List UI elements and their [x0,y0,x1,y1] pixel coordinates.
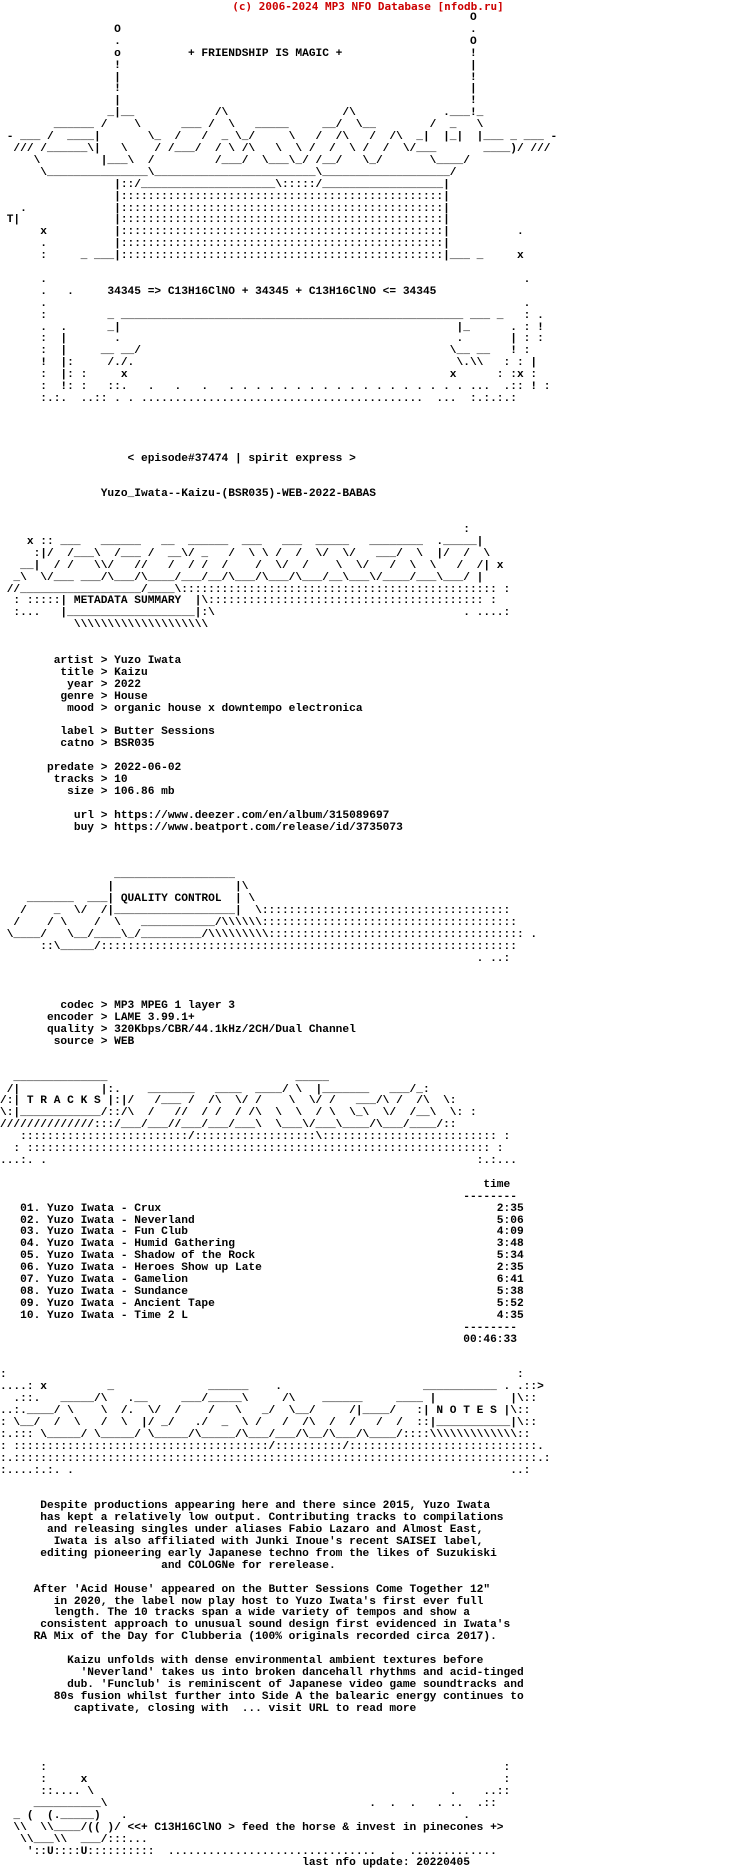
copyright-closing: ] [497,0,504,13]
nfo-ascii-document: O O . . O o + FRIENDSHIP IS MAGIC + ! ! | | ! ! | | ! _|__ /\ /\ .___!_ ______ / \ ___ / \ _____ __/ \__ / _ \ - ___ / ____| \_ / / _ \_/ \ / /\ / /\ _| |_| |___ _ ___ - /// /______\| \ / /___/ / \ /\ \ \ / / \ / / \/___ ____)/ /// \ |___\ / /___/ \___\_/ /__/ \_/ \____/ \_______________\________________________\___________________/ |::/____________________\:::::/__________________| |::::::::::::::::::::::::::::::::::::::::::::::::| . |::::::::::::::::::::::::::::::::::::::::::::::::| T| |::::::::::::::::::::::::::::::::::::::::::::::::| x |::::::::::::::::::::::::::::::::::::::::::::::::| . . |::::::::::::::::::::::::::::::::::::::::::::::::| : _ ___|::::::::::::::::::::::::::::::::::::::::::::::::|___ _ x . . . . 34345 => C13H16ClNO + 34345 + C13H16ClNO <= 34345 . . : _ ___________________________________________________ ___ _ : . . . _| |_ . : ! : | . . | : : : | __ __/ \__ __ ! : ! |: /./. \.\\ : : | : |: : x x : :x : : !: : ::. . . . . . . . . . . . . . . . . . . . . . ... .:: ! : :.:. ..:: . . .......................................... ... :.:.:.: < episode#37474 | spirit express > Yuzo_Iwata--Kaizu-(BSR035)-WEB-2022-BABAS : x :: ___ ______ __ ______ ___ ___ _____ ________ ._____| :|/ /___\ /___ / __\/ _ / \ \ / / \/ \/ ___/ \ |/ / \ __| / / \\/ // / / / / / \/ / \ \/ / \ \ / /| x _\ \/___ ___/\___/\____/___/__/\___/\___/\___/__\___\/____/___\___/ | //__________________/____\::::::::::::::::::::::::::::::::::::::::::::::: : : :::::| METADATA SUMMARY |\::::::::::::::::::::::::::::::::::::::::: : :... |___________________|:\ . ....: \\\\\\\\\\\\\\\\\\\\ artist > Yuzo Iwata title > Kaizu year > 2022 genre > House mood > organic house x downtempo electronica label > Butter Sessions catno > BSR035 predate > 2022-06-02 tracks > 10 size > 106.86 mb url > https://www.deezer.com/en/album/315089697 buy > https://www.beatport.com/release/id/3735073 __________________ | |\ _______ ___| QUALITY CONTROL | \ / _ \/ /|__________________| \::::::::::::::::::::::::::::::::::::: / / \ / \ ___________/\\\\\\:::::::::::::::::::::::::::::::::::::: \____/ \__/____\_/_________/\\\\\\\\\:::::::::::::::::::::::::::::::::::::: . ::\_____/:::::::::::::::::::::::::::::::::::::::::::::::::::::::::::::: . ..: codec > MP3 MPEG 1 layer 3 encoder > LAME 3.99.1+ quality > 320Kbps/CBR/44.1kHz/2CH/Dual Channel source > WEB ______________ _____ /| |:. _______ ____ ____/ \ |_______ ___/_: /:| T R A C K S |:|/ /___ / /\ \/ / \ \/ / ___/\ / /\ \: \:|____________/::/\ / // / / / /\ \ \ / \ \_\ \/ /__\ \: : //////////////:::/___/___//___/___/___\ \___\/___\____/\___/____/:: :::::::::::::::::::::::::/::::::::::::::::::\:::::::::::::::::::::::::: : : ::::::::::::::::::::::::::::::::::::::::::::::::::::::::::::::::::::: : ...:. . :.:... time -------- 01. Yuzo Iwata - Crux 2:35 02. Yuzo Iwata - Neverland 5:06 03. Yuzo Iwata - Fun Club 4:09 04. Yuzo Iwata - Humid Gathering 3:48 05. Yuzo Iwata - Shadow of the Rock 5:34 06. Yuzo Iwata - Heroes Show up Late 2:35 07. Yuzo Iwata - Gamelion 6:41 08. Yuzo Iwata - Sundance 5:38 09. Yuzo Iwata - Ancient Tape 5:52 10. Yuzo Iwata - Time 2 L 4:35 -------- 00:46:33 : : ....: x _ ______ . ___________ . .::> .::. _____/\ .__ ___/_____\ /\ ______ ____ | |\:: ..:.____/ \ \ /. \/ / / \ _/ \__/ /|____/ :| N O T E S |\:: : \__/ / \ / \ |/ _/ ./ _ \ / / /\ / / / / ::|___________|\:: :.::: \_____/ \_____/ \_____/\_____/\___/___/\__/\___/\____/::::\\\\\\\\\\\\\:: : ::::::::::::::::::::::::::::::::::::::/::::::::::/::::::::::::::::::::::::::::. :.::::::::::::::::::::::::::::::::::::::::::::::::::::::::::::::::::::::::::::::.: :....:.:. . ..: Despite productions appearing here and there since 2015, Yuzo Iwata has kept a relatively low output. Contributing tracks to compilations and releasing singles under aliases Fabio Lazaro and Almost East, Iwata is also affiliated with Junki Inoue's recent SAISEI label, editing pioneering early Japanese techno from the likes of Suzukiski and COLOGNe for rerelease. After 'Acid House' appeared on the Butter Sessions Come Together 12" in 2020, the label now play host to Yuzo Iwata's first ever full length. The 10 tracks span a wide variety of tempos and show a consistent approach to unusual sound design first evidenced in Iwata's RA Mix of the Day for Clubberia (100% originals recorded circa 2017). Kaizu unfolds with dense environmental ambient textures before 'Neverland' takes us into broken dancehall rhythms and acid-tinged dub. 'Funclub' is reminiscent of Japanese video game soundtracks and 80s fusion whilst further into Side A the balearic energy continues to captivate, closing with ... visit URL to read more : : : x : ::.... \ . ..:: __________\ . . . . .. .:: _ ( (._____) . . \\ \\____/(( )/ <<+ C13H16ClNO > feed the horse & invest in pinecones +> \\___\\ ___/:::... '::U::::U:::::::::: ............................... . ............. last nfo update: 20220405 [0,12,558,1870]
copyright-text: (c) 2006-2024 MP3 NFO Database [ [232,0,445,13]
nfodb-link[interactable]: nfodb.ru [444,0,498,13]
